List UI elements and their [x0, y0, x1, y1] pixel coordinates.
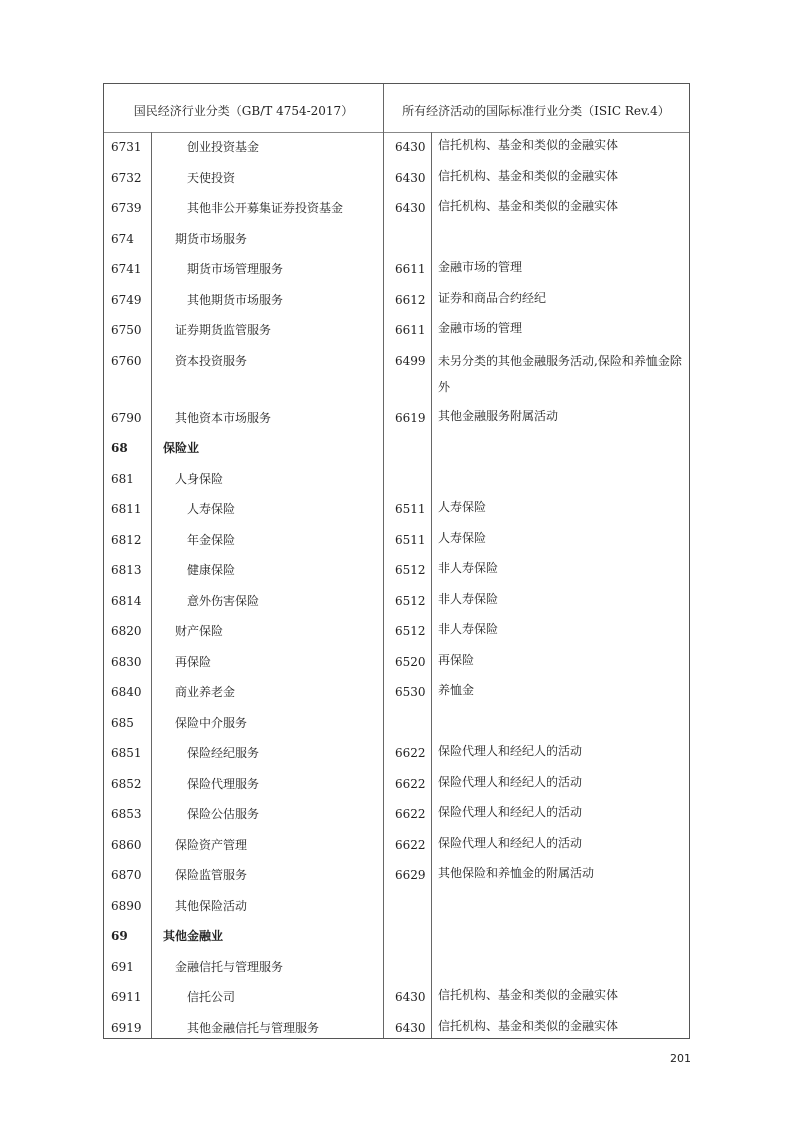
gbt-code: 6851 — [111, 746, 142, 760]
isic-code: 6530 — [395, 685, 426, 699]
isic-name: 人寿保险 — [438, 500, 487, 514]
isic-name: 证券和商品合约经纪 — [438, 290, 547, 305]
gbt-code: 6750 — [111, 323, 142, 337]
table-row — [104, 891, 689, 922]
page-number: 201 — [670, 1052, 691, 1065]
isic-code: 6512 — [395, 563, 426, 577]
table-row — [104, 799, 689, 830]
table-row — [104, 132, 689, 163]
isic-name: 信托机构、基金和类似的金融实体 — [438, 138, 619, 152]
gbt-code: 6840 — [111, 685, 142, 699]
isic-name: 保险代理人和经纪人的活动 — [438, 805, 583, 819]
header-isic: 所有经济活动的国际标准行业分类（ISIC Rev.4） — [402, 104, 670, 118]
gbt-name: 财产保险 — [175, 624, 224, 638]
gbt-code: 6820 — [111, 624, 142, 638]
isic-code: 6622 — [395, 776, 426, 791]
gbt-name: 意外伤害保险 — [187, 593, 260, 608]
isic-name: 金融市场的管理 — [438, 321, 523, 335]
gbt-code: 691 — [111, 959, 134, 974]
gbt-code: 68 — [111, 441, 128, 455]
gbt-code: 6919 — [111, 1020, 142, 1035]
gbt-name: 金融信托与管理服务 — [175, 959, 284, 974]
gbt-code: 6860 — [111, 837, 142, 852]
gbt-code: 6739 — [111, 201, 142, 215]
gbt-code: 69 — [111, 929, 128, 943]
gbt-name: 天使投资 — [187, 170, 236, 185]
isic-name: 养恤金 — [438, 683, 475, 697]
gbt-code: 674 — [111, 231, 134, 246]
table-row — [104, 1013, 689, 1044]
gbt-code: 6760 — [111, 353, 142, 368]
gbt-name: 保险代理服务 — [187, 776, 260, 791]
gbt-code: 685 — [111, 715, 134, 730]
isic-code: 6430 — [395, 201, 426, 215]
table-row — [104, 315, 689, 346]
isic-name: 其他金融服务附属活动 — [438, 408, 559, 423]
gbt-code: 6890 — [111, 898, 142, 913]
isic-code: 6430 — [395, 140, 426, 154]
gbt-code: 6731 — [111, 140, 142, 154]
gbt-name: 再保险 — [175, 654, 212, 669]
table-row — [104, 285, 689, 316]
table-row — [104, 677, 689, 708]
gbt-name: 保险资产管理 — [175, 837, 248, 852]
table-row — [104, 738, 689, 769]
table-row — [104, 346, 689, 403]
isic-name: 信托机构、基金和类似的金融实体 — [438, 1018, 619, 1033]
table-row — [104, 616, 689, 647]
gbt-name: 保险中介服务 — [175, 715, 248, 730]
gbt-code: 6812 — [111, 532, 142, 547]
gbt-name: 创业投资基金 — [187, 140, 260, 154]
isic-code: 6512 — [395, 593, 426, 608]
gbt-name: 保险经纪服务 — [187, 746, 260, 760]
table-row — [104, 224, 689, 255]
isic-name: 保险代理人和经纪人的活动 — [438, 744, 583, 758]
isic-code: 6622 — [395, 807, 426, 821]
gbt-code: 6790 — [111, 410, 142, 425]
isic-name: 人寿保险 — [438, 530, 487, 545]
isic-code: 6611 — [395, 323, 426, 337]
isic-code: 6622 — [395, 746, 426, 760]
table-row — [104, 254, 689, 285]
classification-table — [103, 83, 690, 1039]
isic-code: 6511 — [395, 532, 426, 547]
gbt-code: 6852 — [111, 776, 142, 791]
table-row — [104, 494, 689, 525]
table-row — [104, 525, 689, 556]
gbt-name: 其他金融信托与管理服务 — [187, 1020, 320, 1035]
gbt-name: 商业养老金 — [175, 685, 236, 699]
isic-code: 6512 — [395, 624, 426, 638]
isic-name: 未另分类的其他金融服务活动,保险和养恤金除外 — [438, 353, 682, 394]
gbt-name: 其他资本市场服务 — [175, 410, 272, 425]
isic-name: 其他保险和养恤金的附属活动 — [438, 866, 595, 880]
isic-code: 6430 — [395, 170, 426, 185]
isic-code: 6619 — [395, 410, 426, 425]
gbt-name: 资本投资服务 — [175, 353, 248, 368]
header-gbt: 国民经济行业分类（GB/T 4754-2017） — [133, 104, 354, 118]
gbt-name: 其他金融业 — [163, 929, 224, 943]
table-header — [104, 84, 689, 133]
table-row — [104, 555, 689, 586]
isic-name: 非人寿保险 — [438, 591, 499, 606]
gbt-code: 6830 — [111, 654, 142, 669]
table-row — [104, 708, 689, 739]
table-row — [104, 982, 689, 1013]
table-row — [104, 193, 689, 224]
table-row — [104, 830, 689, 861]
isic-name: 非人寿保险 — [438, 622, 499, 636]
table-row — [104, 403, 689, 434]
isic-name: 保险代理人和经纪人的活动 — [438, 774, 583, 789]
table-row — [104, 647, 689, 678]
gbt-name: 保险业 — [163, 441, 200, 455]
table-row — [104, 163, 689, 194]
gbt-code: 6813 — [111, 563, 142, 577]
gbt-code: 6853 — [111, 807, 142, 821]
gbt-name: 期货市场服务 — [175, 231, 248, 246]
gbt-code: 6749 — [111, 292, 142, 307]
isic-name: 信托机构、基金和类似的金融实体 — [438, 168, 619, 183]
gbt-name: 保险监管服务 — [175, 868, 248, 882]
gbt-name: 健康保险 — [187, 563, 236, 577]
table-row — [104, 464, 689, 495]
gbt-name: 信托公司 — [187, 990, 236, 1004]
table-row — [104, 860, 689, 891]
isic-code: 6622 — [395, 837, 426, 852]
gbt-name: 其他保险活动 — [175, 898, 248, 913]
gbt-name: 人寿保险 — [187, 502, 236, 516]
isic-name: 信托机构、基金和类似的金融实体 — [438, 988, 619, 1002]
isic-name: 再保险 — [438, 652, 475, 667]
table-row — [104, 586, 689, 617]
gbt-code: 6741 — [111, 262, 142, 276]
isic-code: 6612 — [395, 292, 426, 307]
gbt-name: 其他期货市场服务 — [187, 292, 284, 307]
isic-code: 6520 — [395, 654, 426, 669]
gbt-code: 681 — [111, 471, 134, 486]
isic-code: 6430 — [395, 1020, 426, 1035]
gbt-name: 人身保险 — [175, 471, 224, 486]
isic-code: 6611 — [395, 262, 426, 276]
gbt-name: 年金保险 — [187, 532, 236, 547]
table-row — [104, 433, 689, 464]
isic-code: 6430 — [395, 990, 426, 1004]
gbt-name: 保险公估服务 — [187, 807, 260, 821]
gbt-code: 6870 — [111, 868, 142, 882]
isic-code: 6629 — [395, 868, 426, 882]
gbt-code: 6814 — [111, 593, 142, 608]
gbt-name: 证券期货监管服务 — [175, 323, 272, 337]
gbt-code: 6811 — [111, 502, 142, 516]
gbt-name: 其他非公开募集证券投资基金 — [187, 201, 344, 215]
gbt-code: 6911 — [111, 990, 142, 1004]
isic-name: 保险代理人和经纪人的活动 — [438, 835, 583, 850]
isic-name: 非人寿保险 — [438, 561, 499, 575]
table-row — [104, 921, 689, 952]
isic-name: 信托机构、基金和类似的金融实体 — [438, 199, 619, 213]
table-row — [104, 769, 689, 800]
gbt-name: 期货市场管理服务 — [187, 262, 284, 276]
isic-code: 6499 — [395, 353, 426, 368]
isic-code: 6511 — [395, 502, 426, 516]
isic-name: 金融市场的管理 — [438, 260, 523, 274]
gbt-code: 6732 — [111, 170, 142, 185]
table-row — [104, 952, 689, 983]
